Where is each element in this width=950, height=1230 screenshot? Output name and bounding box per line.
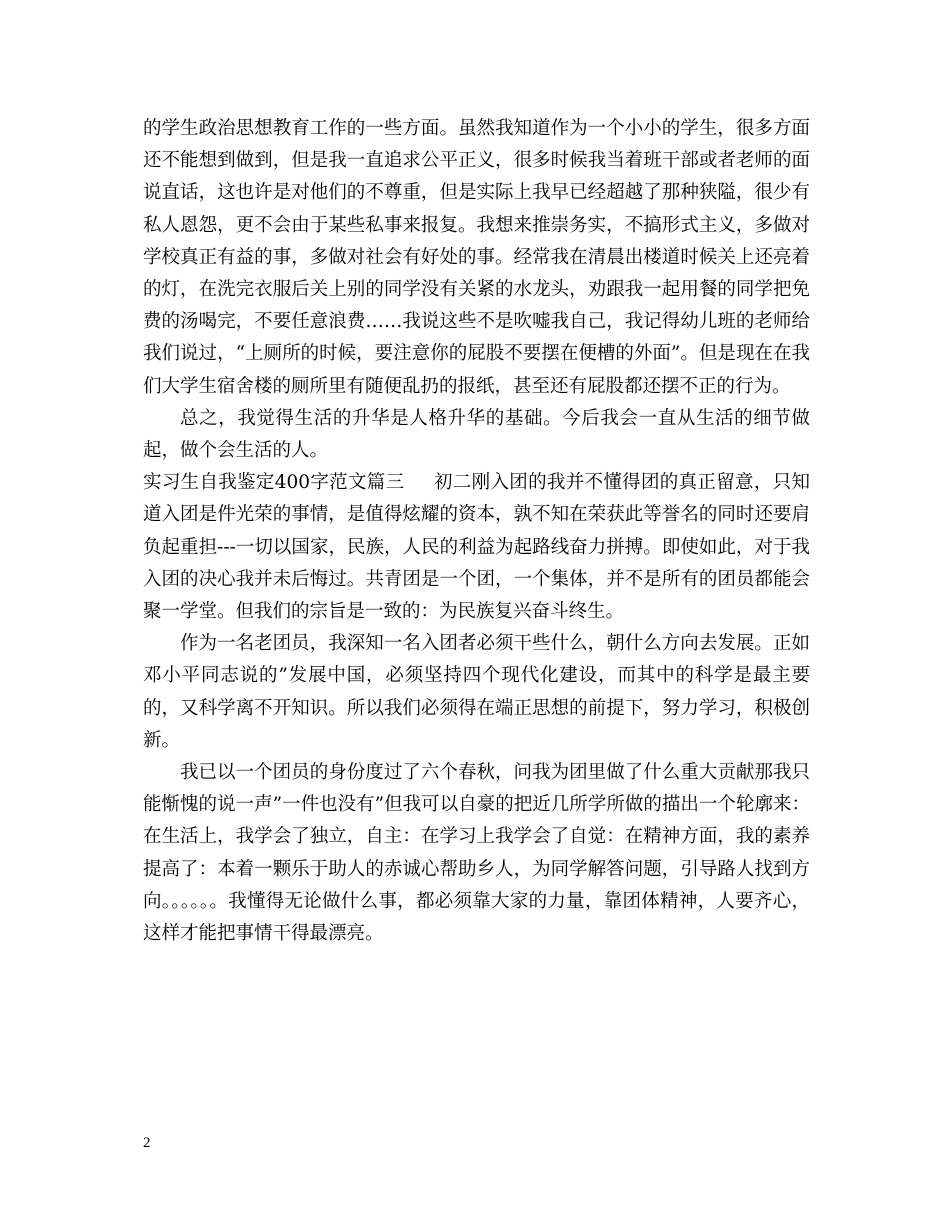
- page-number: 2: [143, 1135, 151, 1151]
- paragraph-5: 我已以一个团员的身份度过了六个春秋，问我为团里做了什么重大贡献那我只能惭愧的说一声”一件也没有”但我可以自豪的把近几所学所做的描出一个轮廓来：在生活上，我学会了独立，自主：在学习上我学会了自觉：在精神方面，我的素养提高了：本着一颗乐于助人的赤诚心帮助乡人，为同学解答问题，引导路人找到方向。。。。。。我懂得无论做什么事，都必须靠大家的力量，靠团体精神，人要齐心，这样才能把事情干得最漂亮。: [143, 762, 810, 945]
- section-title: 实习生自我鉴定400字范文篇三: [143, 472, 405, 494]
- document-body: [143, 113, 810, 950]
- section-text: 初二刚入团的我并不懂得团的真正留意，只知道入团是件光荣的事情，是值得炫耀的资本，孰不知在荣获此等誉名的同时还要肩负起重担---一切以国家，民族，人民的利益为起路线奋力拼搏。即使如此，对于我入团的决心我并未后悔过。共青团是一个团，一个集体，并不是所有的团员都能会聚一学堂。但我们的宗旨是一致的：为民族复兴奋斗终生。: [143, 472, 810, 623]
- paragraph-4: 作为一名老团员，我深知一名入团者必须干些什么，朝什么方向去发展。正如邓小平同志说的”发展中国，必须坚持四个现代化建设，而其中的科学是最主要的，又科学离不开知识。所以我们必须得在端正思想的前提下，努力学习，积极创新。: [143, 633, 810, 751]
- paragraph-1: 的学生政治思想教育工作的一些方面。虽然我知道作为一个小小的学生，很多方面还不能想到做到，但是我一直追求公平正义，很多时候我当着班干部或者老师的面说直话，这也许是对他们的不尊重，但是实际上我早已经超越了那种狭隘，很少有私人恩怨，更不会由于某些私事来报复。我想来推崇务实，不搞形式主义，多做对学校真正有益的事，多做对社会有好处的事。经常我在清晨出楼道时候关上还亮着的灯，在洗完衣服后关上别的同学没有关紧的水龙头，劝跟我一起用餐的同学把免费的汤喝完，不要任意浪费……我说这些不是吹嘘我自己，我记得幼儿班的老师给我们说过，“上厕所的时候，要注意你的屁股不要摆在便槽的外面”。但是现在在我们大学生宿舍楼的厕所里有随便乱扔的报纸，甚至还有屁股都还摆不正的行为。: [143, 118, 810, 397]
- section-paragraph: [143, 467, 810, 628]
- paragraph-2: 总之，我觉得生活的升华是人格升华的基础。今后我会一直从生活的细节做起，做个会生活的人。: [143, 407, 810, 462]
